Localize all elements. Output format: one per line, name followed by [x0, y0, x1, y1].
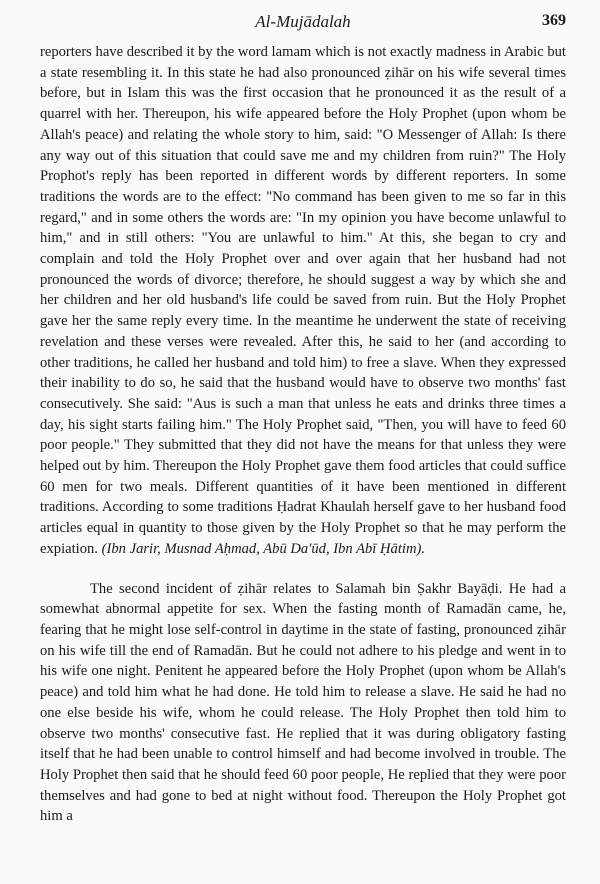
- running-title: Al-Mujādalah: [255, 12, 351, 31]
- page-body: [40, 42, 566, 827]
- citation: (Ibn Jarir, Musnad Aḥmad, Abū Da'ūd, Ibn Abī Ḥātim).: [101, 540, 425, 557]
- paragraph-1-text: reporters have described it by the word lamam which is not exactly madness in Arabic but a state resembling it. In this state he had also pronounced ẓihār on his wife several times before, but in Islam this was the first occasion that he pronounced it as the result of a quarrel with her. Thereupon, his wife appeared before the Holy Prophet (upon whom be Allah's peace) and relating the whole story to him, said: "O Messenger of Allah: Is there any way out of this situation that could save me and my children from ruin?" The Holy Prophot's reply has been reported in different words by different reporters. In some traditions the words are to the effect: "No command has been given to me so far in this regard," and in some others the words are: "In my opinion you have become unlawful to him," and in still others: "You are unlawful to him." At this, she began to cry and complain and told the Holy Prophet over and over again that her husband had not pronounced the words of divorce; therefore, he should suggest a way by which she and her children and her old husband's life could be saved from ruin. But the Holy Prophet gave her the same reply every time. In the meantime he underwent the state of receiving revelation and these verses were revealed. After this, he said to her (and according to other traditions, he called her husband and told him) to free a slave. When they expressed their inability to do so, he said that the husband would have to observe two months' fast consecutively. She said: "Aus is such a man that unless he eats and drinks three times a day, his sight starts failing him." The Holy Prophet said, "Then, you will have to feed 60 poor people." They submitted that they did not have the means for that unless they were helped out by him. Thereupon the Holy Prophet gave them food articles that could suffice 60 men for two meals. Different quantities of it have been mentioned in different traditions. According to some traditions Ḥadrat Khaulah herself gave to her husband food articles equal in quantity to those given by the Holy Prophet so that he may perform the expiation.: [40, 44, 566, 557]
- paragraph-1: [40, 42, 566, 560]
- paragraph-2-text: The second incident of ẓihār relates to Salamah bin Ṣakhr Bayāḍi. He had a somewhat abnormal appetite for sex. When the fasting month of Ramadān came, he, fearing that he might lose self-control in daytime in the state of fasting, pronounced ẓihār on his wife till the end of Ramadān. But he could not adhere to his pledge and went in to his wife one night. Penitent he appeared before the Holy Prophet (upon whom be Allah's peace) and told him what he had done. He told him to release a slave. He said he had no one else beside his wife, whom he could release. The Holy Prophet then told him to observe two months' consecutive fast. He replied that it was during obligatory fasting itself that he had been unable to control himself and had become involved in trouble. The Holy Prophet then said that he should feed 60 poor people, He replied that they were poor themselves and had gone to bed at night without food. Thereupon the Holy Prophet got him a: [40, 580, 566, 825]
- page-number: 369: [542, 12, 566, 29]
- page-header: [40, 12, 566, 42]
- paragraph-2: [40, 579, 566, 827]
